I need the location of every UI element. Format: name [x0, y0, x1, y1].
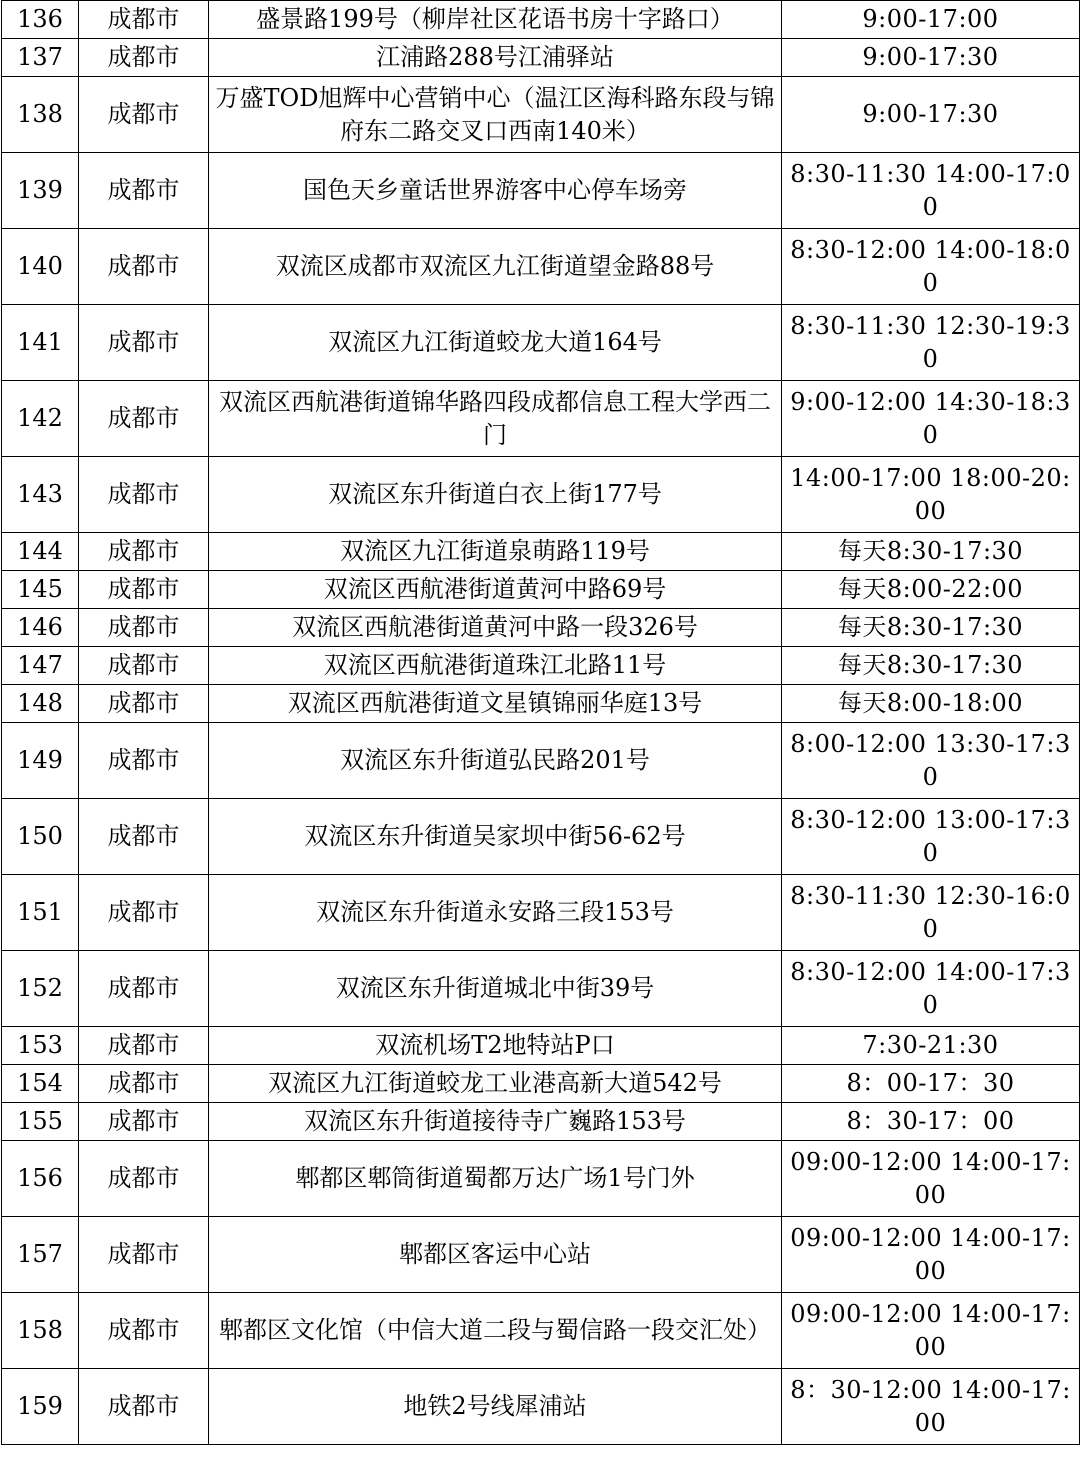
row-number-cell: 136	[2, 1, 79, 39]
hours-cell: 每天8:00-22:00	[782, 571, 1080, 609]
address-cell: 双流区东升街道吴家坝中街56-62号	[209, 799, 782, 875]
hours-cell: 每天8:30-17:30	[782, 647, 1080, 685]
table-row	[2, 77, 1080, 153]
row-number-cell: 157	[2, 1217, 79, 1293]
table-row	[2, 951, 1080, 1027]
table-row	[2, 609, 1080, 647]
city-cell: 成都市	[79, 875, 209, 951]
table-row	[2, 571, 1080, 609]
table-row	[2, 799, 1080, 875]
hours-cell: 9:00-12:00 14:30-18:30	[782, 381, 1080, 457]
city-cell: 成都市	[79, 685, 209, 723]
address-cell: 双流区东升街道接待寺广巍路153号	[209, 1103, 782, 1141]
address-cell: 双流区东升街道城北中街39号	[209, 951, 782, 1027]
row-number-cell: 137	[2, 39, 79, 77]
hours-cell: 每天8:30-17:30	[782, 609, 1080, 647]
address-cell: 双流区西航港街道锦华路四段成都信息工程大学西二门	[209, 381, 782, 457]
address-cell: 双流区九江街道泉萌路119号	[209, 533, 782, 571]
hours-cell: 8:30-12:00 13:00-17:30	[782, 799, 1080, 875]
city-cell: 成都市	[79, 1217, 209, 1293]
city-cell: 成都市	[79, 229, 209, 305]
row-number-cell: 144	[2, 533, 79, 571]
table-row	[2, 1141, 1080, 1217]
hours-cell: 9:00-17:00	[782, 1, 1080, 39]
table-row	[2, 1027, 1080, 1065]
city-cell: 成都市	[79, 723, 209, 799]
row-number-cell: 153	[2, 1027, 79, 1065]
address-cell: 双流区西航港街道黄河中路69号	[209, 571, 782, 609]
row-number-cell: 156	[2, 1141, 79, 1217]
address-cell: 双流区西航港街道文星镇锦丽华庭13号	[209, 685, 782, 723]
table-row	[2, 381, 1080, 457]
address-cell: 地铁2号线犀浦站	[209, 1369, 782, 1445]
city-cell: 成都市	[79, 951, 209, 1027]
address-cell: 双流区九江街道蛟龙工业港高新大道542号	[209, 1065, 782, 1103]
table-row	[2, 457, 1080, 533]
row-number-cell: 147	[2, 647, 79, 685]
city-cell: 成都市	[79, 1141, 209, 1217]
city-cell: 成都市	[79, 609, 209, 647]
city-cell: 成都市	[79, 533, 209, 571]
table-row	[2, 533, 1080, 571]
city-cell: 成都市	[79, 1369, 209, 1445]
address-cell: 双流区东升街道弘民路201号	[209, 723, 782, 799]
address-cell: 双流机场T2地特站P口	[209, 1027, 782, 1065]
table-row	[2, 1217, 1080, 1293]
row-number-cell: 141	[2, 305, 79, 381]
hours-cell: 8：30-12:00 14:00-17:00	[782, 1369, 1080, 1445]
row-number-cell: 148	[2, 685, 79, 723]
address-cell: 郫都区文化馆（中信大道二段与蜀信路一段交汇处）	[209, 1293, 782, 1369]
table-row	[2, 685, 1080, 723]
address-cell: 双流区成都市双流区九江街道望金路88号	[209, 229, 782, 305]
table-row	[2, 1369, 1080, 1445]
row-number-cell: 152	[2, 951, 79, 1027]
row-number-cell: 140	[2, 229, 79, 305]
address-cell: 盛景路199号（柳岸社区花语书房十字路口）	[209, 1, 782, 39]
row-number-cell: 149	[2, 723, 79, 799]
table-row	[2, 1065, 1080, 1103]
address-cell: 双流区西航港街道黄河中路一段326号	[209, 609, 782, 647]
testing-sites-table	[1, 0, 1080, 1445]
hours-cell: 每天8:00-18:00	[782, 685, 1080, 723]
table-row	[2, 39, 1080, 77]
address-cell: 双流区东升街道白衣上街177号	[209, 457, 782, 533]
row-number-cell: 143	[2, 457, 79, 533]
table-row	[2, 723, 1080, 799]
hours-cell: 8：00-17：30	[782, 1065, 1080, 1103]
address-cell: 双流区东升街道永安路三段153号	[209, 875, 782, 951]
hours-cell: 8:30-12:00 14:00-18:00	[782, 229, 1080, 305]
row-number-cell: 139	[2, 153, 79, 229]
row-number-cell: 138	[2, 77, 79, 153]
table-row	[2, 305, 1080, 381]
row-number-cell: 155	[2, 1103, 79, 1141]
hours-cell: 14:00-17:00 18:00-20:00	[782, 457, 1080, 533]
hours-cell: 8:00-12:00 13:30-17:30	[782, 723, 1080, 799]
city-cell: 成都市	[79, 1293, 209, 1369]
hours-cell: 09:00-12:00 14:00-17:00	[782, 1293, 1080, 1369]
address-cell: 万盛TOD旭辉中心营销中心（温江区海科路东段与锦府东二路交叉口西南140米）	[209, 77, 782, 153]
row-number-cell: 154	[2, 1065, 79, 1103]
table-body	[2, 1, 1080, 1445]
table-row	[2, 229, 1080, 305]
table-row	[2, 1, 1080, 39]
city-cell: 成都市	[79, 1065, 209, 1103]
address-cell: 郫都区郫筒街道蜀都万达广场1号门外	[209, 1141, 782, 1217]
row-number-cell: 158	[2, 1293, 79, 1369]
city-cell: 成都市	[79, 1, 209, 39]
city-cell: 成都市	[79, 77, 209, 153]
hours-cell: 09:00-12:00 14:00-17:00	[782, 1217, 1080, 1293]
city-cell: 成都市	[79, 153, 209, 229]
hours-cell: 8:30-11:30 12:30-19:30	[782, 305, 1080, 381]
table-row	[2, 647, 1080, 685]
city-cell: 成都市	[79, 39, 209, 77]
hours-cell: 每天8:30-17:30	[782, 533, 1080, 571]
table-row	[2, 875, 1080, 951]
city-cell: 成都市	[79, 647, 209, 685]
city-cell: 成都市	[79, 1103, 209, 1141]
hours-cell: 9:00-17:30	[782, 77, 1080, 153]
address-cell: 国色天乡童话世界游客中心停车场旁	[209, 153, 782, 229]
city-cell: 成都市	[79, 571, 209, 609]
hours-cell: 09:00-12:00 14:00-17:00	[782, 1141, 1080, 1217]
hours-cell: 8:30-11:30 14:00-17:00	[782, 153, 1080, 229]
address-cell: 双流区九江街道蛟龙大道164号	[209, 305, 782, 381]
hours-cell: 7:30-21:30	[782, 1027, 1080, 1065]
row-number-cell: 145	[2, 571, 79, 609]
city-cell: 成都市	[79, 381, 209, 457]
row-number-cell: 159	[2, 1369, 79, 1445]
address-cell: 郫都区客运中心站	[209, 1217, 782, 1293]
city-cell: 成都市	[79, 305, 209, 381]
city-cell: 成都市	[79, 799, 209, 875]
address-cell: 江浦路288号江浦驿站	[209, 39, 782, 77]
row-number-cell: 142	[2, 381, 79, 457]
table-row	[2, 153, 1080, 229]
row-number-cell: 146	[2, 609, 79, 647]
hours-cell: 9:00-17:30	[782, 39, 1080, 77]
row-number-cell: 151	[2, 875, 79, 951]
table-row	[2, 1103, 1080, 1141]
city-cell: 成都市	[79, 457, 209, 533]
hours-cell: 8：30-17：00	[782, 1103, 1080, 1141]
city-cell: 成都市	[79, 1027, 209, 1065]
address-cell: 双流区西航港街道珠江北路11号	[209, 647, 782, 685]
table-row	[2, 1293, 1080, 1369]
hours-cell: 8:30-12:00 14:00-17:30	[782, 951, 1080, 1027]
hours-cell: 8:30-11:30 12:30-16:00	[782, 875, 1080, 951]
row-number-cell: 150	[2, 799, 79, 875]
